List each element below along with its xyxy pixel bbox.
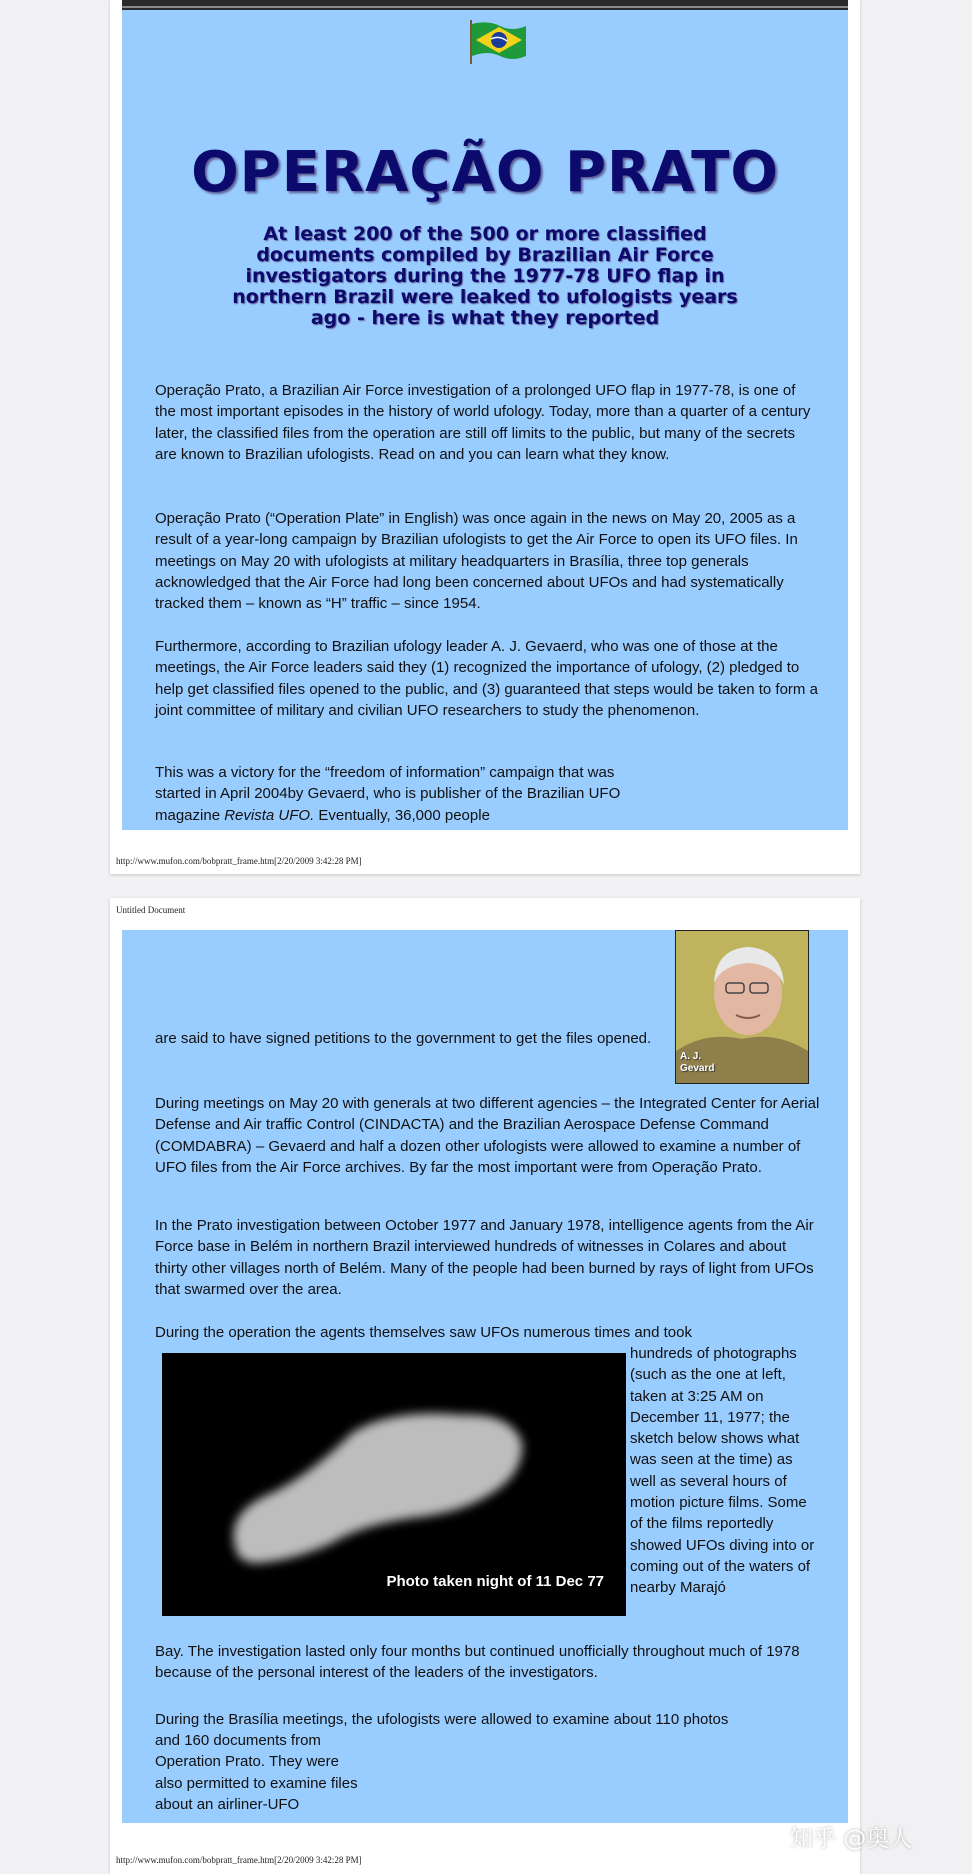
document-page-1 — [110, 0, 860, 874]
gevaerd-portrait — [675, 930, 809, 1084]
paragraph: In the Prato investigation between October 1977 and January 1978, intelligence agents from the Air Force base in Belém in northern Brazil interviewed hundreds of witnesses in Colares and about thirty other villages north of Belém. Many of the people had been burned by rays of light from UFOs that swarmed over the area. — [155, 1217, 814, 1298]
paragraph: Operação Prato, a Brazilian Air Force investigation of a prolonged UFO flap in 1977-78, is one of the most important episodes in the history of world ufology. Today, more than a quarter of a century later, the classified files from the operation are still off limits to the public, but many of the secrets are known to Brazilian ufologists. Read on and you can learn what they know. — [155, 382, 811, 463]
ufo-photo — [162, 1353, 626, 1616]
portrait-caption — [680, 1051, 714, 1075]
document-header: Untitled Document — [116, 905, 186, 915]
page-footer-url: http://www.mufon.com/bobpratt_frame.htm[2/20/2009 3:42:28 PM] — [116, 856, 362, 866]
paragraph-text: Eventually, 36,000 people — [314, 806, 490, 824]
paragraph: are said to have signed petitions to the government to get the files opened. — [155, 1030, 652, 1047]
paragraph: Bay. The investigation lasted only four months but continued unofficially throughout much of 1978 because of the personal interest of the leaders of the investigators. — [155, 1643, 800, 1682]
paragraph: During the operation the agents themselves saw UFOs numerous times and took — [155, 1324, 692, 1341]
paragraph: and 160 documents from Operation Prato. They were also permitted to examine files about an airliner-UFO — [155, 1732, 358, 1813]
top-rule — [122, 0, 848, 10]
content-panel — [122, 0, 848, 830]
paragraph: hundreds of photographs (such as the one at left, taken at 3:25 AM on December 11, 1977; the sketch below shows what was seen at the time) as well as several hours of motion picture films. Some of the films reportedly showed UFOs diving into or coming out of the waters of nearby Marajó — [630, 1345, 815, 1597]
paragraph — [155, 762, 660, 826]
paragraph: During meetings on May 20 with generals at two different agencies – the Integrated Center for Aerial Defense and Air traffic Control (CINDACTA) and the Brazilian Aerospace Defense Command (COMDABRA) – Gevaerd and half a dozen other ufologists were allowed to examine a number of UFO files from the Air Force archives. By far the most important were from Operação Prato. — [155, 1095, 820, 1176]
paragraph: During the Brasília meetings, the ufologists were allowed to examine about 110 photos — [155, 1711, 729, 1728]
caption-line: A. J. — [680, 1051, 702, 1062]
photo-caption: Photo taken night of 11 Dec 77 — [386, 1573, 604, 1590]
paragraph-text: This was a victory for the “freedom of information” campaign that was started in April 2004by Gevaerd, who is publisher of the Brazilian UFO magazine — [155, 764, 621, 824]
page-footer-url: http://www.mufon.com/bobpratt_frame.htm[2/20/2009 3:42:28 PM] — [116, 1855, 362, 1865]
document-page-2 — [110, 898, 860, 1874]
paragraph: Furthermore, according to Brazilian ufology leader A. J. Gevaerd, who was one of those at the meetings, the Air Force leaders said they (1) recognized the importance of ufology, (2) pledged to help get classified files opened to the public, and (3) guaranteed that steps would be taken to form a joint committee of military and civilian UFO researchers to study the phenomenon. — [155, 638, 818, 719]
brazil-flag-icon — [468, 18, 528, 66]
page-subtitle: At least 200 of the 500 or more classified documents compiled by Brazilian Air Force investigators during the 1977-78 UFO flap in northern Brazil were leaked to ufologists years ago - here is what they reported — [232, 223, 738, 329]
caption-line: Gevard — [680, 1063, 715, 1074]
page-title: OPERAÇÃO PRATO — [191, 140, 779, 205]
magazine-title: Revista UFO. — [224, 806, 315, 824]
content-panel — [122, 930, 848, 1823]
watermark: 知乎 @奥人 — [790, 1826, 913, 1852]
paragraph: Operação Prato (“Operation Plate” in English) was once again in the news on May 20, 2005 as a result of a year-long campaign by Brazilian ufologists to get the Air Force to open its UFO files. In meetings on May 20 with ufologists at military headquarters in Brasília, three top generals acknowledged that the Air Force had long been concerned about UFOs and had systematically tracked them – known as “H” traffic – since 1954. — [155, 510, 798, 613]
